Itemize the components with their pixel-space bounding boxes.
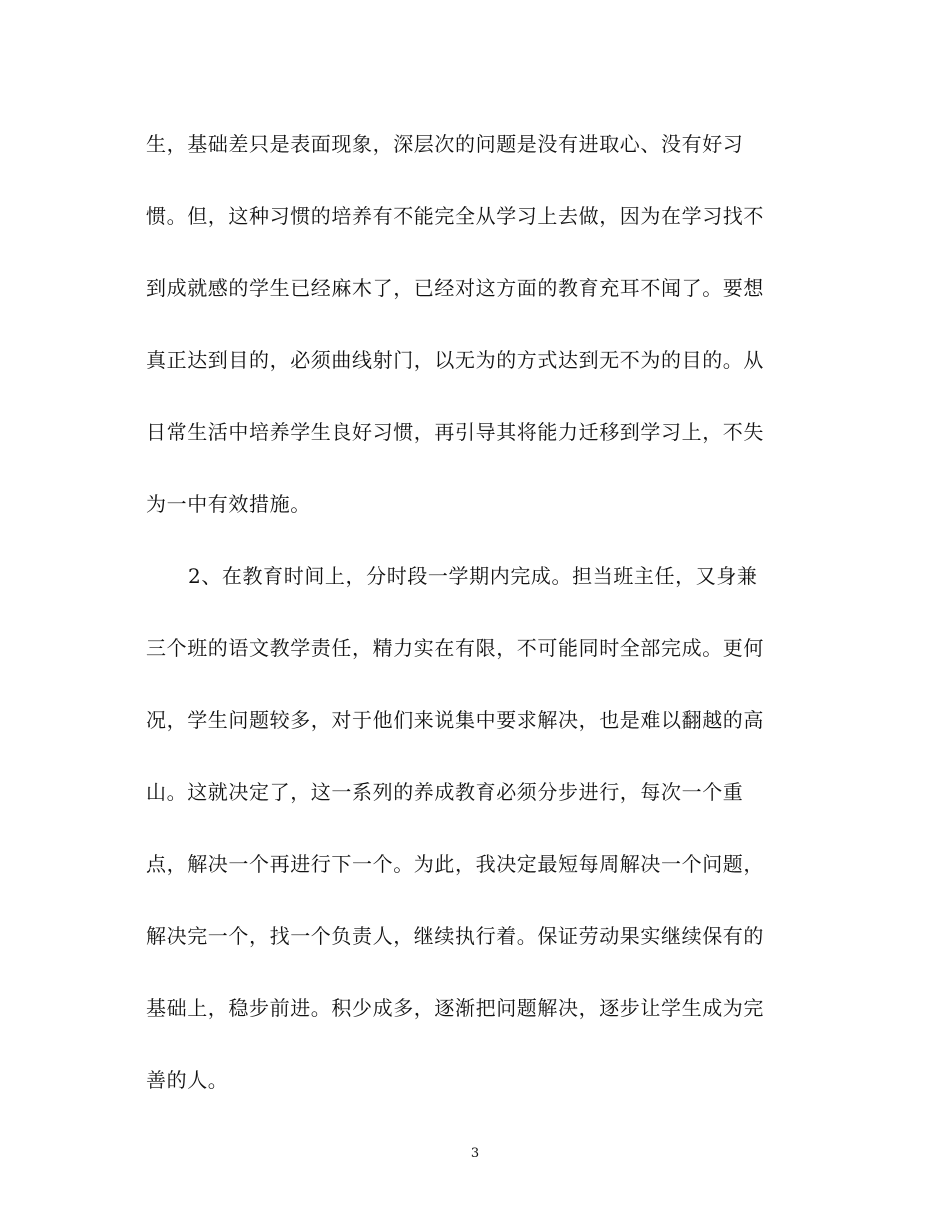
text-line: 2、在教育时间上，分时段一学期内完成。担当班主任，又身兼: [188, 564, 758, 588]
text-line: 山。这就决定了，这一系列的养成教育必须分步进行，每次一个重: [146, 780, 744, 804]
text-line: 基础上，稳步前进。积少成多，逐渐把问题解决，逐步让学生成为完: [146, 996, 764, 1020]
text-line: 到成就感的学生已经麻木了，已经对这方面的教育充耳不闻了。要想: [146, 276, 764, 300]
text-line: 惯。但，这种习惯的培养有不能完全从学习上去做，因为在学习找不: [146, 204, 764, 228]
page-number: 3: [470, 1146, 480, 1161]
text-line: 生，基础差只是表面现象，深层次的问题是没有进取心、没有好习: [146, 132, 744, 156]
text-line: 真正达到目的，必须曲线射门，以无为的方式达到无不为的目的。从: [146, 348, 764, 372]
text-line: 三个班的语文教学责任，精力实在有限，不可能同时全部完成。更何: [146, 636, 764, 660]
text-line: 日常生活中培养学生良好习惯，再引导其将能力迁移到学习上，不失: [146, 420, 764, 444]
text-line: 为一中有效措施。: [146, 492, 311, 516]
text-line: 况，学生问题较多，对于他们来说集中要求解决，也是难以翻越的高: [146, 708, 764, 732]
text-line: 解决完一个，找一个负责人，继续执行着。保证劳动果实继续保有的: [146, 924, 764, 948]
text-line: 善的人。: [146, 1068, 229, 1092]
text-line: 点，解决一个再进行下一个。为此，我决定最短每周解决一个问题，: [146, 852, 764, 876]
